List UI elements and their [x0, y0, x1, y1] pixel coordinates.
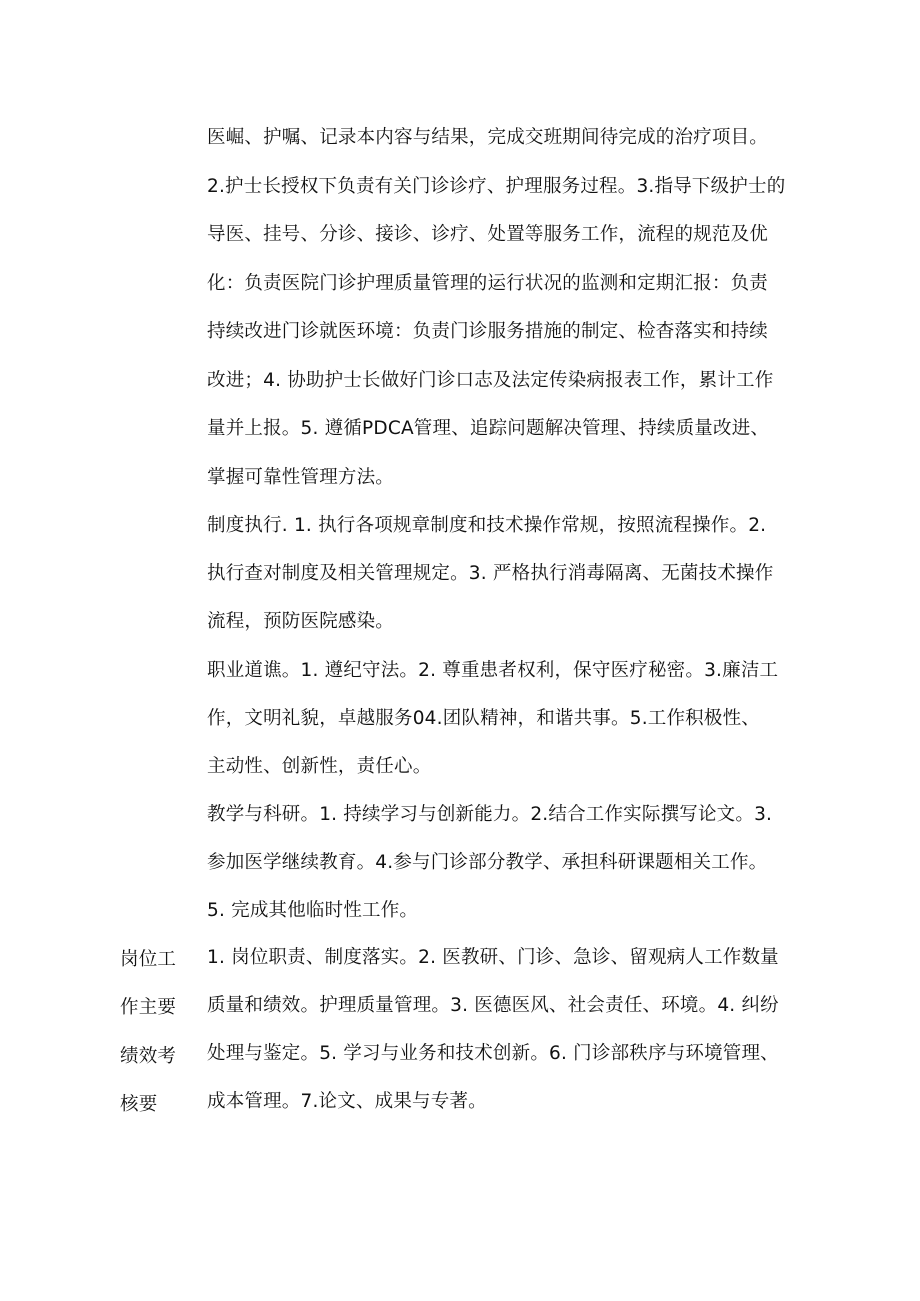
performance-label-line-3: 绩效考 [120, 1046, 177, 1067]
duties-line-4: 化：负责医院门诊护理质量管理的运行状况的监测和定期汇报：负责 [207, 273, 769, 294]
system-line-2: 执行查对制度及相关管理规定。3. 严格执行消毒隔离、无菌技术操作 [207, 563, 774, 584]
teaching-line-2: 参加医学继续教育。4.参与门诊部分教学、承担科研课题相关工作。 [207, 852, 768, 873]
duties-line-5: 持续改进门诊就医环境：负责门诊服务措施的制定、检杳落实和持续 [207, 321, 769, 342]
performance-line-2: 质量和绩效。护理质量管理。3. 医德医风、社会责任、环境。4. 纠纷 [207, 995, 779, 1016]
ethics-line-3: 主动性、创新性，责任心。 [207, 756, 432, 777]
system-line-1: 制度执行. 1. 执行各项规章制度和技术操作常规，按照流程操作。2. [207, 515, 767, 536]
teaching-line-3: 5. 完成其他临时性工作。 [207, 900, 419, 921]
performance-line-3: 处理与鉴定。5. 学习与业务和技术创新。6. 门诊部秩序与环境管理、 [207, 1043, 779, 1064]
duties-line-1: 医崛、护嘱、记录本内容与结果，完成交班期间待完成的治疗项目。 [207, 127, 769, 148]
performance-label-line-4: 核要 [120, 1094, 158, 1115]
ethics-line-2: 作，文明礼貌，卓越服务04.团队精神，和谐共事。5.工作积极性、 [207, 708, 760, 729]
teaching-line-1: 教学与科研。1. 持续学习与创新能力。2.结合工作实际撰写论文。3. [207, 804, 773, 825]
performance-line-4: 成本管理。7.论文、成果与专著。 [207, 1091, 487, 1112]
duties-line-6: 改进；4. 协助护士长做好门诊口志及法定传染病报表工作，累计工作 [207, 370, 774, 391]
duties-line-3: 导医、挂号、分诊、接诊、诊疗、处置等服务工作，流程的规范及优 [207, 224, 769, 245]
system-line-3: 流程，预防医院感染。 [207, 611, 395, 632]
duties-line-2: 2.护士长授权下负责有关门诊诊疗、护理服务过程。3.指导下级护士的 [207, 176, 786, 197]
performance-label-line-2: 作主要 [120, 997, 177, 1018]
performance-label-line-1: 岗位工 [120, 949, 177, 970]
duties-line-8: 掌握可靠性管理方法。 [207, 467, 395, 488]
performance-line-1: 1. 岗位职责、制度落实。2. 医教研、门诊、急诊、留观病人工作数量 [207, 947, 779, 968]
ethics-line-1: 职业道谯。1. 遵纪守法。2. 尊重患者权利，保守医疗秘密。3.廉洁工 [207, 660, 779, 681]
duties-line-7: 量并上报。5. 遵循PDCA管理、追踪问题解决管理、持续质量改进、 [207, 418, 770, 439]
